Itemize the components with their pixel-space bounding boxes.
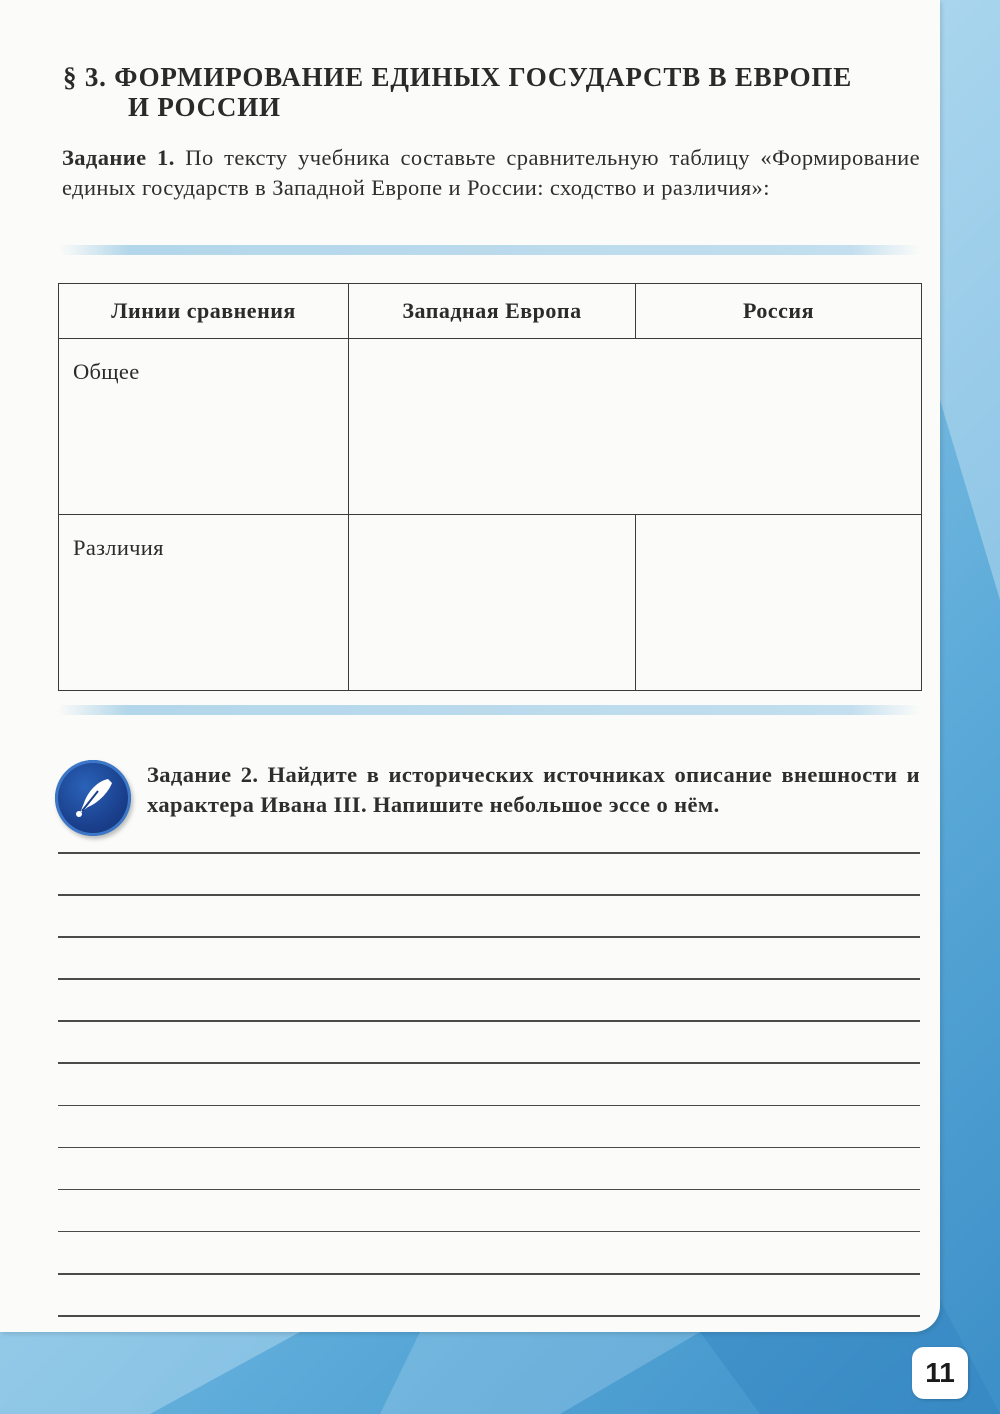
row-label-differences: Различия bbox=[59, 515, 349, 691]
task-2-text: Найдите в исторических источниках описание внешности и характера Ивана III. Напишите небольшое эссе о нём. bbox=[147, 762, 920, 817]
table-row bbox=[59, 515, 922, 691]
quill-pen-icon bbox=[55, 760, 131, 836]
header-comparison-lines: Линии сравнения bbox=[59, 284, 349, 339]
answer-line[interactable] bbox=[58, 1315, 920, 1317]
answer-line[interactable] bbox=[58, 1105, 920, 1107]
row-label-common: Общее bbox=[59, 339, 349, 515]
answer-lines[interactable] bbox=[58, 852, 920, 1357]
answer-line[interactable] bbox=[58, 1189, 920, 1191]
answer-line[interactable] bbox=[58, 1020, 920, 1022]
answer-cell-europe-differences[interactable] bbox=[349, 515, 636, 691]
comparison-table bbox=[58, 283, 922, 691]
decorative-ribbon-bottom bbox=[58, 705, 920, 715]
task-1-label: Задание 1. bbox=[62, 145, 175, 170]
answer-cell-common[interactable] bbox=[349, 339, 922, 515]
task-2 bbox=[147, 760, 920, 820]
answer-line[interactable] bbox=[58, 1231, 920, 1233]
page-number: 11 bbox=[912, 1347, 968, 1399]
heading-line-2: И РОССИИ bbox=[128, 92, 281, 122]
decorative-ribbon-top bbox=[60, 245, 920, 255]
answer-line[interactable] bbox=[58, 1147, 920, 1149]
task-1 bbox=[62, 143, 920, 203]
answer-line[interactable] bbox=[58, 936, 920, 938]
header-russia: Россия bbox=[636, 284, 922, 339]
answer-line[interactable] bbox=[58, 894, 920, 896]
answer-cell-russia-differences[interactable] bbox=[636, 515, 922, 691]
answer-line[interactable] bbox=[58, 852, 920, 854]
task-2-label: Задание 2. bbox=[147, 762, 259, 787]
answer-line[interactable] bbox=[58, 978, 920, 980]
table-header-row bbox=[59, 284, 922, 339]
table-row bbox=[59, 339, 922, 515]
header-western-europe: Западная Европа bbox=[349, 284, 636, 339]
answer-line[interactable] bbox=[58, 1273, 920, 1275]
heading-line-1: § 3. ФОРМИРОВАНИЕ ЕДИНЫХ ГОСУДАРСТВ В ЕВРОПЕ bbox=[63, 62, 853, 92]
task-1-text: По тексту учебника составьте сравнительную таблицу «Формирование единых государств в Западной Европе и России: сходство и различия»: bbox=[62, 145, 920, 200]
answer-line[interactable] bbox=[58, 1062, 920, 1064]
section-heading bbox=[63, 62, 883, 122]
